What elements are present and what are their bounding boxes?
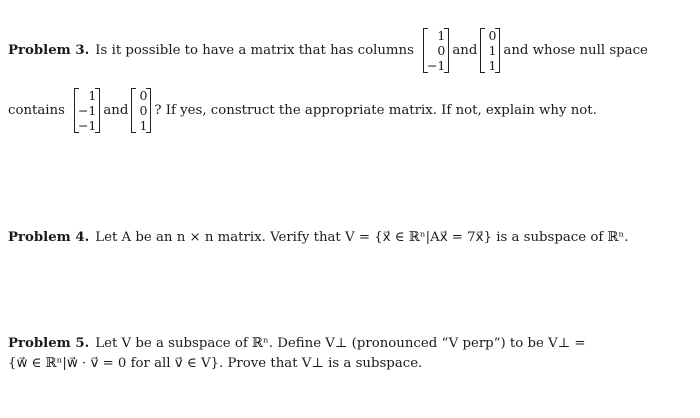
problem3-line2	[8, 88, 597, 133]
problem3-label: Problem 3.	[8, 43, 90, 58]
col1-entry: 0	[437, 43, 446, 58]
problem3-line1	[8, 28, 648, 73]
problem5-text-line1: Let V be a subspace of ℝⁿ. Define V⊥ (pronounced “V perp”) to be V⊥ =	[95, 336, 586, 351]
vec1-entry: −1	[77, 103, 97, 118]
vec2-entry: 1	[139, 118, 148, 133]
col2-entry: 1	[488, 43, 497, 58]
problem5	[8, 334, 692, 374]
column-vector-2	[480, 28, 500, 73]
problem3-and2: and	[103, 103, 129, 118]
problem4-text: Let A be an n × n matrix. Verify that V = {x⃗ ∈ ℝⁿ|Ax⃗ = 7x⃗} is a subspace of ℝⁿ.	[95, 230, 629, 245]
null-space-vector-2	[131, 88, 151, 133]
problem3-text-c: ? If yes, construct the appropriate matrix. If not, explain why not.	[154, 103, 597, 118]
problem3-contains: contains	[8, 103, 65, 118]
col1-entry: 1	[437, 28, 446, 43]
null-space-vector-1	[74, 88, 100, 133]
column-vector-1	[423, 28, 449, 73]
vec1-entry: 1	[88, 88, 97, 103]
vec2-entry: 0	[139, 88, 148, 103]
problem3-and1: and	[452, 43, 478, 58]
problem5-text-line2: {w⃗ ∈ ℝⁿ|w⃗ · v⃗ = 0 for all v⃗ ∈ V}. Prove that V⊥ is a subspace.	[8, 356, 423, 371]
col1-entry: −1	[426, 58, 446, 73]
col2-entry: 1	[488, 58, 497, 73]
vec1-entry: −1	[77, 118, 97, 133]
problem5-label: Problem 5.	[8, 336, 90, 351]
problem4-label: Problem 4.	[8, 230, 90, 245]
problem3-text-a: Is it possible to have a matrix that has columns	[95, 43, 414, 58]
vec2-entry: 0	[139, 103, 148, 118]
col2-entry: 0	[488, 28, 497, 43]
problem3-text-b: and whose null space	[503, 43, 648, 58]
problem4	[8, 230, 629, 245]
